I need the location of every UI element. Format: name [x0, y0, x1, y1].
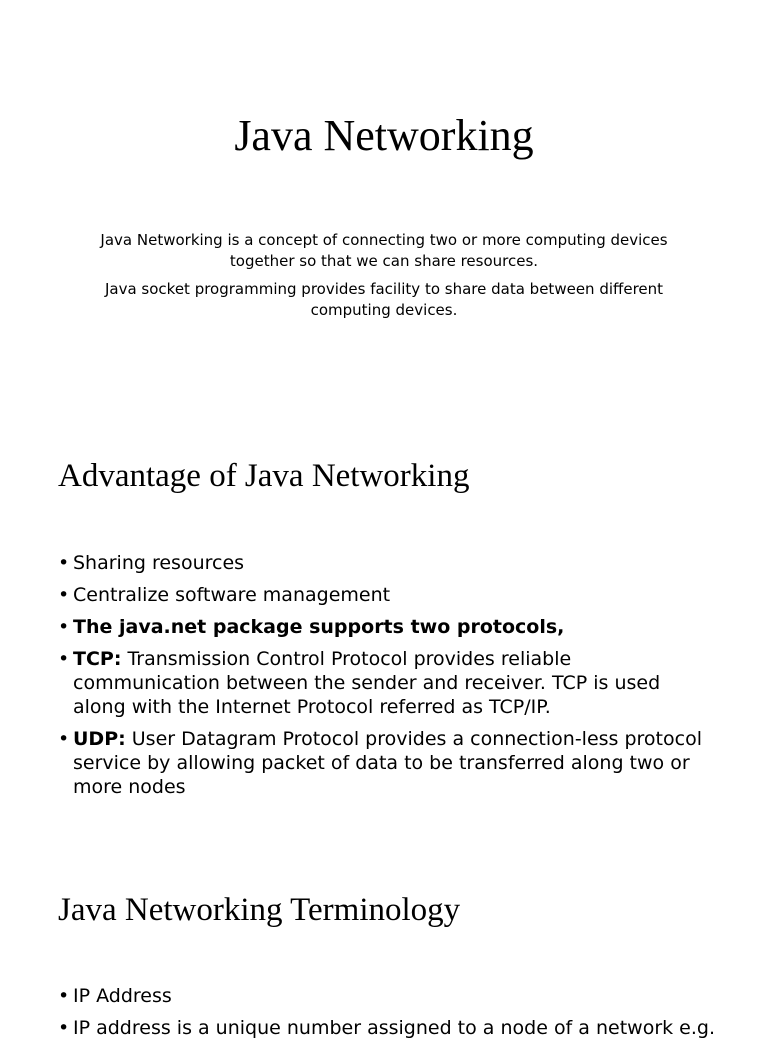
- tcp-description: Transmission Control Protocol provides reliable communication between the sender and receiver. TCP is used along with the Internet Protocol referred as TCP/IP.: [73, 648, 661, 718]
- list-item-text: IP address is a unique number assigned to a node of a network e.g.: [73, 1017, 716, 1039]
- list-item: [58, 583, 718, 607]
- terminology-list: [58, 984, 718, 1048]
- advantages-list: [58, 551, 718, 807]
- list-item-text: Centralize software management: [73, 584, 391, 606]
- list-item-text: The java.net package supports two protocols,: [73, 616, 565, 638]
- list-item: [58, 615, 718, 639]
- list-item-text: IP Address: [73, 985, 172, 1007]
- list-item-text: Sharing resources: [73, 552, 245, 574]
- list-item: [58, 727, 718, 799]
- list-item: [58, 647, 718, 719]
- page-title: Java Networking: [234, 111, 534, 160]
- list-item: [58, 1016, 718, 1040]
- udp-description: User Datagram Protocol provides a connection-less protocol service by allowing packet of data to be transferred along two or more nodes: [73, 728, 702, 798]
- tcp-term: TCP:: [73, 648, 122, 670]
- intro-paragraph-2: Java socket programming provides facility to share data between different computing devices.: [104, 280, 664, 319]
- udp-term: UDP:: [73, 728, 126, 750]
- list-item: [58, 551, 718, 575]
- terminology-heading: Java Networking Terminology: [58, 892, 461, 928]
- list-item: [58, 984, 718, 1008]
- intro-paragraph-1: Java Networking is a concept of connecting two or more computing devices together so that we can share resources.: [100, 231, 668, 270]
- advantages-heading: Advantage of Java Networking: [58, 458, 470, 494]
